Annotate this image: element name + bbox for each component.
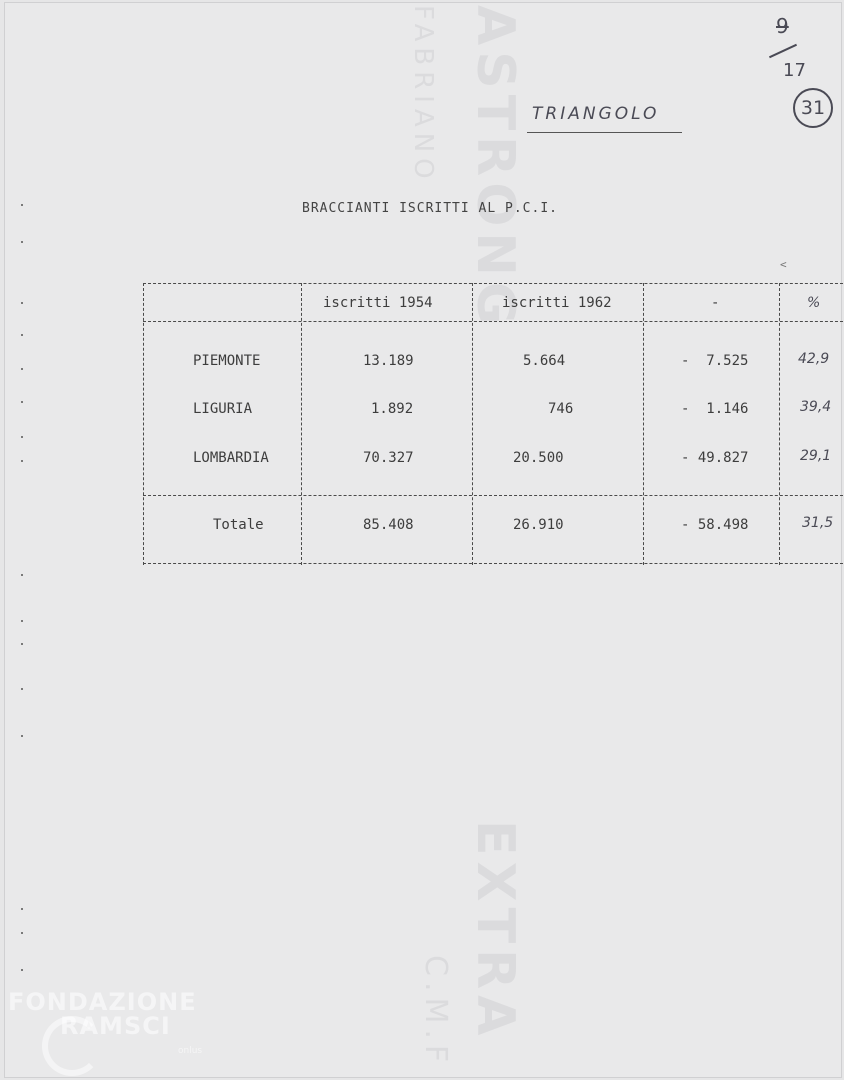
table-rule xyxy=(472,283,473,565)
archive-number: 17 xyxy=(783,60,806,81)
row-1954: 1.892 xyxy=(371,401,414,417)
row-1962: 5.664 xyxy=(523,353,566,369)
archive-old-number: 9 xyxy=(776,14,789,38)
total-diff: - 58.498 xyxy=(681,517,749,533)
watermark-extra: EXTRA xyxy=(465,820,525,1042)
header-percent: % xyxy=(807,295,821,311)
watermark-fabriano: FABRIANO xyxy=(408,5,438,185)
header-difference: - xyxy=(711,295,720,311)
watermark-cmf: C.M.F xyxy=(418,955,453,1069)
note-underline xyxy=(527,132,682,133)
table-rule xyxy=(643,283,644,565)
table-rule xyxy=(143,563,844,564)
table-rule xyxy=(301,283,302,565)
members-table xyxy=(143,283,844,565)
table-rule xyxy=(143,495,844,496)
header-1962: iscritti 1962 xyxy=(502,295,612,311)
row-diff: - 1.146 xyxy=(681,401,749,417)
table-rule xyxy=(779,283,780,565)
page-title: BRACCIANTI ISCRITTI AL P.C.I. xyxy=(302,201,558,216)
handwritten-note: TRIANGOLO xyxy=(532,104,660,124)
corner-mark: < xyxy=(780,258,787,271)
total-1954: 85.408 xyxy=(363,517,414,533)
row-percent: 42,9 xyxy=(798,351,830,367)
logo-g-mark xyxy=(42,1016,102,1076)
total-percent: 31,5 xyxy=(802,515,834,531)
row-percent: 29,1 xyxy=(800,448,832,464)
row-percent: 39,4 xyxy=(800,399,832,415)
total-1962: 26.910 xyxy=(513,517,564,533)
logo-line-1: FONDAZIONE xyxy=(8,988,197,1016)
table-rule xyxy=(143,283,144,565)
fondazione-gramsci-logo xyxy=(8,988,203,1056)
archive-circled-number: 31 xyxy=(793,88,833,128)
row-1954: 13.189 xyxy=(363,353,414,369)
row-diff: - 7.525 xyxy=(681,353,749,369)
watermark-astrong: ASTRONG xyxy=(465,5,525,331)
row-region: LOMBARDIA xyxy=(193,450,269,466)
table-rule xyxy=(143,321,844,322)
header-1954: iscritti 1954 xyxy=(323,295,433,311)
row-region: PIEMONTE xyxy=(193,353,261,369)
row-1962: 746 xyxy=(548,401,574,417)
row-diff: - 49.827 xyxy=(681,450,749,466)
logo-line-2: RAMSCI xyxy=(60,1012,171,1040)
logo-line-3: onlus xyxy=(178,1046,203,1056)
row-1962: 20.500 xyxy=(513,450,564,466)
table-rule xyxy=(143,283,844,284)
row-region: LIGURIA xyxy=(193,401,253,417)
total-label: Totale xyxy=(213,517,264,533)
row-1954: 70.327 xyxy=(363,450,414,466)
